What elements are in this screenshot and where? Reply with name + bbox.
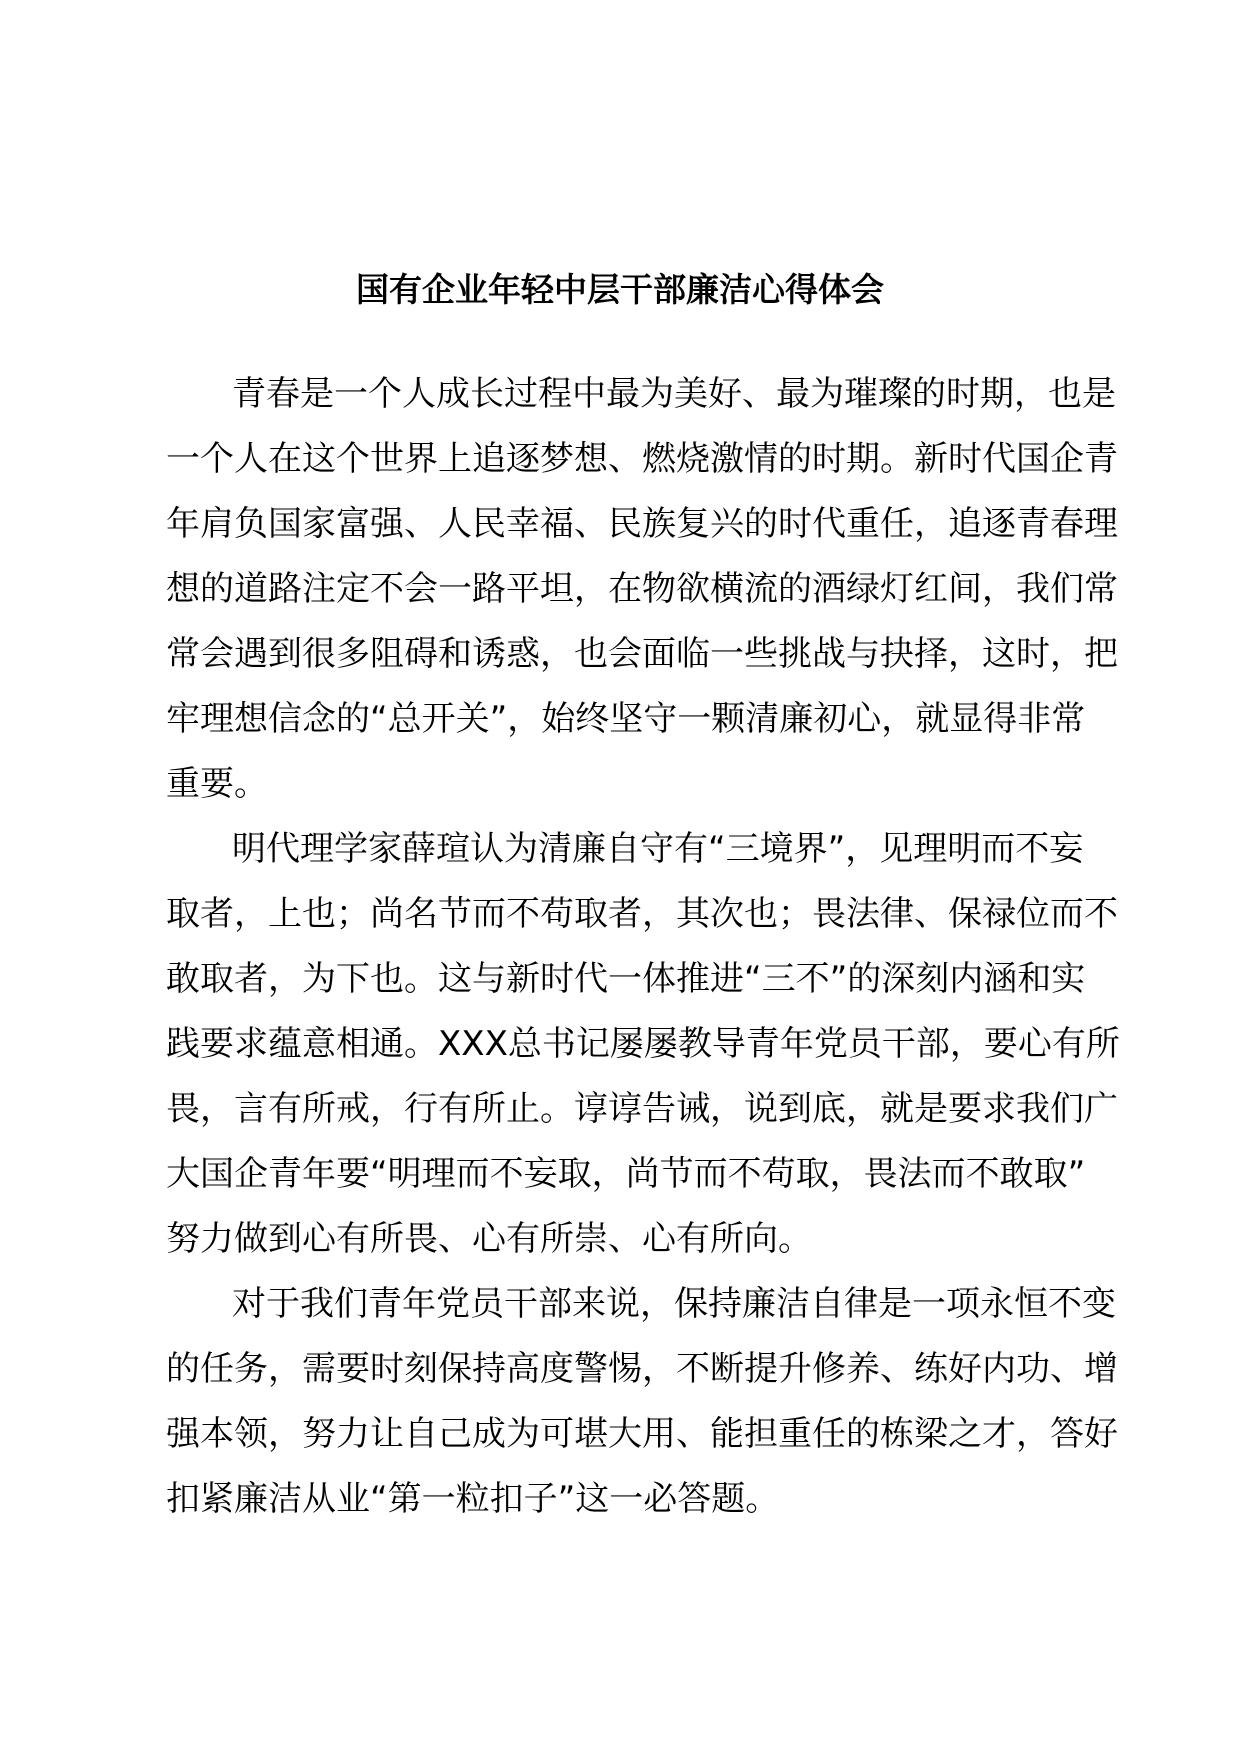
paragraph-line: 重要。: [166, 764, 268, 804]
paragraph-line: 牢理想信念的“总开关”，始终坚守一颗清廉初心，就显得非常: [166, 699, 1086, 739]
paragraph-2: [166, 817, 1120, 1272]
paragraph-line: 明代理学家薛瑄认为清廉自守有“三境界”，见理明而不妄: [232, 829, 1084, 869]
paragraph-line: 常会遇到很多阻碍和诱惑，也会面临一些挑战与抉择，这时，把: [166, 634, 1118, 674]
paragraph-line: 强本领，努力让自己成为可堪大用、能担重任的栋梁之才，答好: [166, 1414, 1118, 1454]
paragraph-line: 一个人在这个世界上追逐梦想、燃烧激情的时期。新时代国企青: [166, 439, 1118, 479]
paragraph-line: 年肩负国家富强、人民幸福、民族复兴的时代重任，追逐青春理: [166, 504, 1118, 544]
paragraph-line: 扣紧廉洁从业“第一粒扣子”这一必答题。: [166, 1479, 780, 1519]
paragraph-3: [166, 1272, 1118, 1532]
paragraph-line: 畏，言有所戒，行有所止。谆谆告诫，说到底，就是要求我们广: [166, 1089, 1118, 1129]
document-title: 国有企业年轻中层干部廉洁心得体会: [356, 270, 884, 309]
paragraph-line: 大国企青年要“明理而不妄取，尚节而不苟取，畏法而不敢取”: [166, 1154, 1086, 1194]
paragraph-line: 敢取者，为下也。这与新时代一体推进“三不”的深刻内涵和实: [166, 959, 1086, 999]
paragraph-line: 取者，上也；尚名节而不苟取者，其次也；畏法律、保禄位而不: [166, 894, 1118, 934]
paragraph-line: 青春是一个人成长过程中最为美好、最为璀璨的时期，也是: [232, 374, 1116, 414]
paragraph-line: 想的道路注定不会一路平坦，在物欲横流的酒绿灯红间，我们常: [166, 569, 1118, 609]
paragraph-line: 的任务，需要时刻保持高度警惕，不断提升修养、练好内功、增: [166, 1349, 1118, 1389]
paragraph-line: 对于我们青年党员干部来说，保持廉洁自律是一项永恒不变: [232, 1284, 1116, 1324]
paragraph-line: 践要求蕴意相通。XXX总书记屡屡教导青年党员干部，要心有所: [166, 1024, 1120, 1064]
paragraph-1: [166, 362, 1118, 817]
paragraph-line: 努力做到心有所畏、心有所崇、心有所向。: [166, 1219, 812, 1259]
document-body: [166, 362, 1120, 1532]
